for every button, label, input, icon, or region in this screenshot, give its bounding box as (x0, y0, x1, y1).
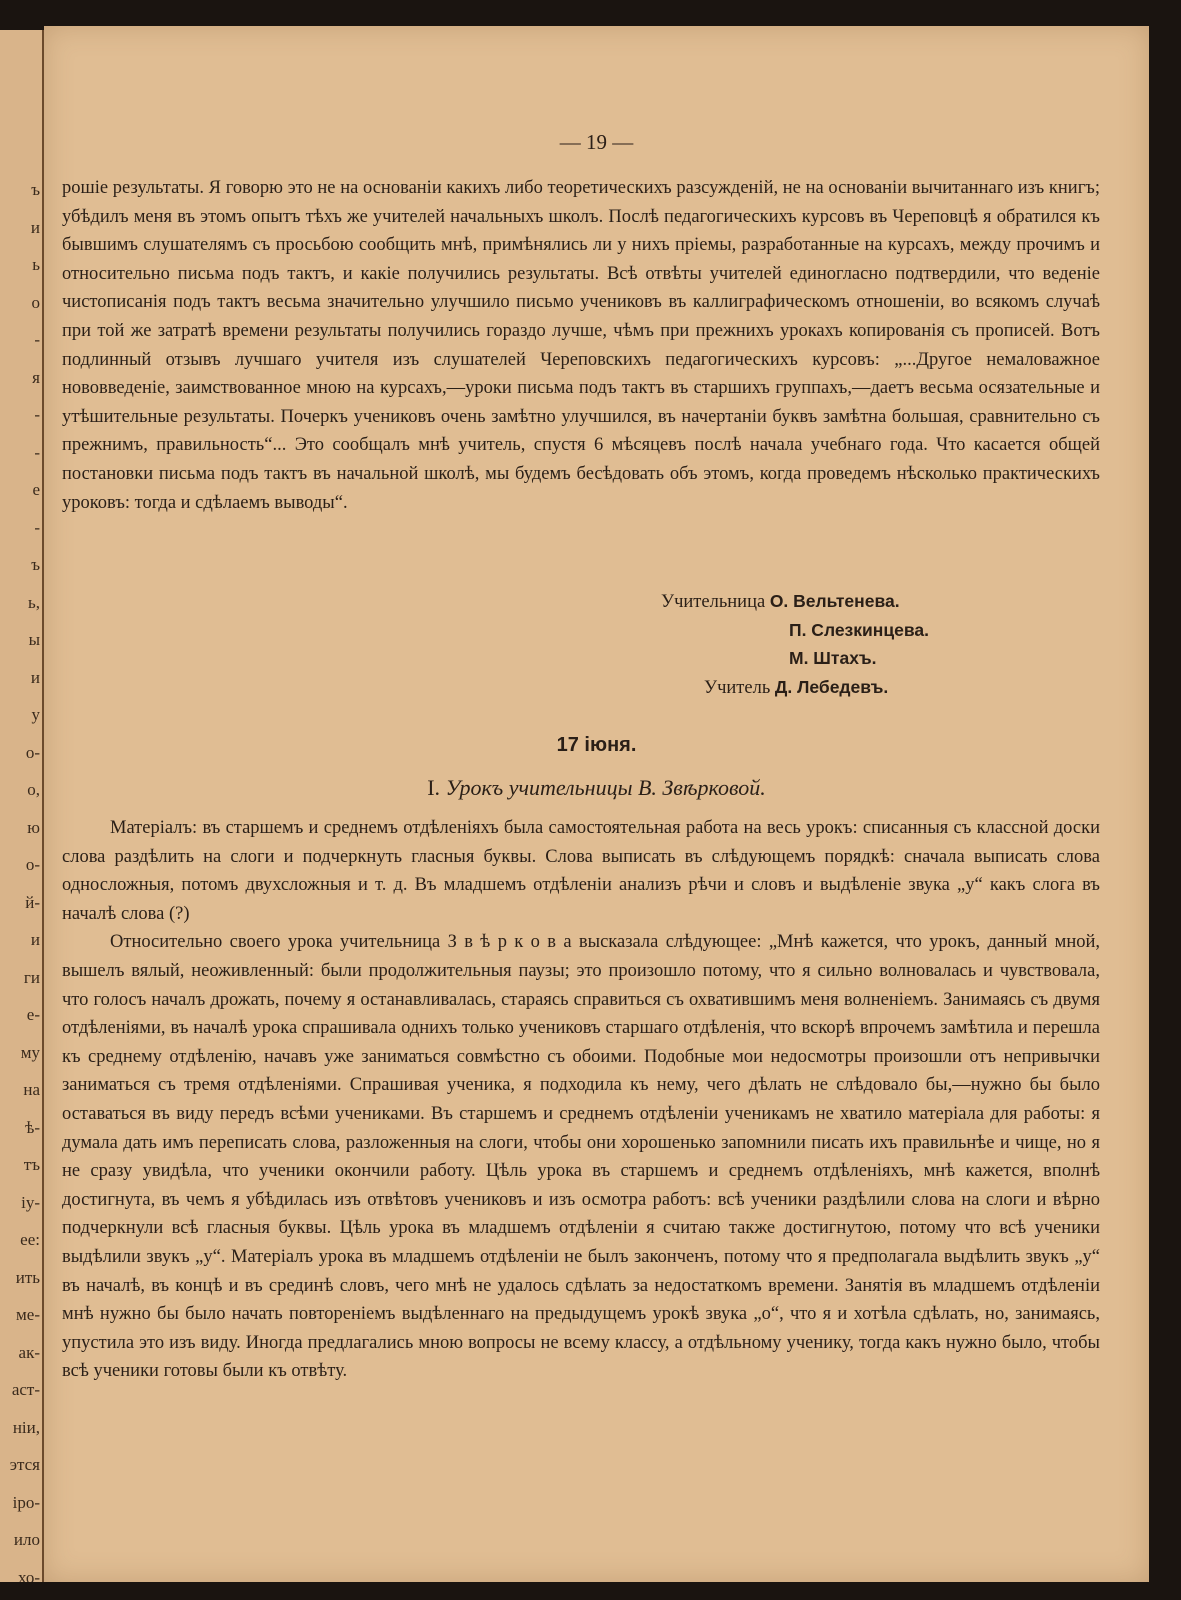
date-heading: 17 іюня. (556, 734, 637, 756)
left-page-fragment: этся (9, 1455, 40, 1474)
signature-line-2 (789, 620, 929, 642)
left-page-fragment: е (32, 480, 40, 499)
signature-role-male: Учитель (704, 678, 771, 698)
left-page-fragment: я (32, 367, 40, 387)
signature-name-1: О. Вельтенева. (769, 591, 900, 611)
left-page-fragment: у (31, 705, 40, 724)
left-page-fragment: ю (27, 817, 40, 837)
intro-paragraph (62, 174, 1100, 517)
signature-role-female: Учительница (661, 592, 766, 612)
left-page-fragment: му (20, 1042, 40, 1062)
signature-line-1 (661, 591, 900, 613)
left-page-fragment: и (30, 930, 40, 949)
left-page-fragment: и (30, 217, 40, 237)
left-page-fragment: е- (26, 1005, 40, 1024)
left-page-fragment: тъ (23, 1155, 40, 1174)
page-number: — 19 — (559, 130, 634, 154)
left-page-fragment: ак- (18, 1342, 40, 1362)
lesson-body (62, 814, 1100, 1386)
left-page-fragment: ь (32, 255, 40, 274)
left-page-fragment: ѣ- (25, 1117, 40, 1137)
left-page-fragment: о (31, 292, 40, 312)
left-page-fragment: іро- (12, 1492, 40, 1512)
paragraph-1: Матеріалъ: въ старшемъ и среднемъ отдѣленіяхъ была самостоятельная работа на весь урокъ: списанныя съ классной доски слова раздѣлить на слоги и подчеркнуть гласныя буквы. Слова выписать въ слѣдующемъ порядкѣ: сначала выписать слова односложныя, потомъ двухсложныя и т. д. Въ младшемъ отдѣленіи анализъ рѣчи и словъ и выдѣленіе звука „у“ какъ слога въ началѣ слова (?) (62, 818, 1100, 924)
left-page-fragment: ъ (31, 180, 40, 199)
signature-name-4: Д. Лебедевъ. (774, 677, 889, 697)
left-page-fragment: хо- (17, 1567, 40, 1582)
signature-name-2: П. Слезкинцева. (789, 620, 929, 640)
signature-name-3: М. Штахъ. (789, 648, 877, 668)
left-page-fragment: ить (15, 1267, 40, 1287)
left-page-fragment: іу- (21, 1192, 40, 1212)
left-page-fragment: ніи, (12, 1417, 40, 1437)
left-page-fragment: на (23, 1080, 40, 1099)
left-page-fragment: ило (13, 1530, 40, 1549)
left-page-fragment: ее: (20, 1230, 40, 1249)
signature-line-3 (789, 648, 877, 670)
book-page (44, 26, 1149, 1582)
left-page-fragment: о- (25, 742, 40, 762)
signature-line-4 (704, 677, 888, 699)
left-page-fragment: ъ (31, 555, 40, 574)
lesson-heading (44, 775, 1149, 801)
left-page-fragment: и (30, 667, 40, 687)
lesson-number: I. (427, 775, 441, 800)
left-page-fragment: ме- (16, 1305, 40, 1324)
left-page-fragment: ги (23, 967, 40, 987)
left-page-fragment: аст- (11, 1380, 40, 1399)
left-page-fragment: - (34, 405, 40, 424)
left-page-fragment: ы (28, 630, 40, 649)
left-page-fragment: - (34, 517, 40, 537)
left-page-fragment: ь, (27, 592, 40, 612)
left-page-fragment: - (34, 330, 40, 349)
left-page-fragment: й- (25, 892, 40, 912)
paragraph-2: Относительно своего урока учительница З в ѣ р к о в а высказала слѣдующее: „Мнѣ кажется, что урокъ, данный мной, вышелъ вялый, неоживленный: были продолжительныя паузы; это произошло потому, что я сильно волновалась и чувствовала, что голосъ началъ дрожать, почему я останавливалась, стараясь справиться съ охватившимъ меня волненіемъ. Занимаясь съ двумя отдѣленіями, въ началѣ урока спрашивала однихъ только учениковъ старшаго отдѣленія, что вскорѣ впрочемъ замѣтила и перешла къ среднему отдѣленію, начавъ уже заниматься совмѣстно съ обоими. Подобные мои недосмотры произошли отъ непривычки заниматься съ тремя отдѣленіями. Спрашивая ученика, я подходила къ нему, чего дѣлать не слѣдовало бы,—нужно бы было оставаться въ виду передъ всѣми учениками. Въ старшемъ и среднемъ отдѣленіи ученикамъ не хватило матеріала для работы: я думала дать имъ переписать слова, разложенныя на слоги, чтобы они хорошенько запомнили писать ихъ правильнѣе и чище, но я не сразу увидѣла, что ученики окончили работу. Цѣль урока въ старшемъ и среднемъ отдѣленіяхъ, мнѣ кажется, вполнѣ достигнута, въ чемъ я убѣдилась изъ отвѣтовъ учениковъ и изъ осмотра работъ: всѣ ученики раздѣлили слова на слоги и вѣрно подчеркнули всѣ гласныя буквы. Цѣль урока въ младшемъ отдѣленіи я считаю также достигнутою, потому что всѣ ученики выдѣлили звукъ „у“. Матеріалъ урока въ младшемъ отдѣленіи не былъ законченъ, потому что я предполагала выдѣлить звукъ „у“ въ началѣ, въ концѣ и въ срединѣ словъ, чего мнѣ не удалось сдѣлать за недостаткомъ времени. Занятія въ младшемъ отдѣленіи мнѣ нужно бы было начать повтореніемъ выдѣленнаго на предыдущемъ урокѣ звука „о“, что я и хотѣла сдѣлать, но, занимаясь, упустила это изъ виду. Иногда предлагались мною вопросы не всему классу, а отдѣльному ученику, тогда какъ нужно было, чтобы всѣ ученики готовы были къ отвѣту. (62, 932, 1100, 1382)
lesson-title: Урокъ учительницы В. Звѣрковой. (445, 775, 766, 800)
left-page-margin (0, 30, 44, 1582)
intro-text: рошіе результаты. Я говорю это не на основаніи какихъ либо теоретическихъ разсужденій, не на основаніи вычитаннаго изъ книгъ; убѣдилъ меня въ этомъ опытъ тѣхъ же учителей начальныхъ школъ. Послѣ педагогическихъ курсовъ въ Череповцѣ я обратился къ бывшимъ слушателямъ съ просьбою сообщить мнѣ, примѣнялись ли у нихъ пріемы, разработанные на курсахъ, между прочимъ и относительно письма подъ тактъ, и какіе получились результаты. Всѣ отвѣты учителей единогласно подтвердили, что веденіе чистописанія подъ тактъ весьма значительно улучшило письмо учениковъ въ каллиграфическомъ отношеніи, во всякомъ случаѣ при той же затратѣ времени результаты получились гораздо лучше, чѣмъ при прежнихъ урокахъ копированія съ прописей. Вотъ подлинный отзывъ лучшаго учителя изъ слушателей Череповскихъ педагогическихъ курсовъ: „...Другое немаловажное нововведеніе, заимствованное мною на курсахъ,—уроки письма подъ тактъ въ старшихъ группахъ,—даетъ весьма осязательные и утѣшительные результаты. Почеркъ учениковъ очень замѣтно улучшился, въ начертаніи буквъ замѣтна большая, сравнительно съ прежнимъ, правильность“... Это сообщалъ мнѣ учитель, спустя 6 мѣсяцевъ послѣ начала учебнаго года. Что касается общей постановки письма подъ тактъ въ начальной школѣ, мы будемъ бесѣдовать объ этомъ, когда проведемъ нѣсколько практическихъ уроковъ: тогда и сдѣлаемъ выводы“. (62, 178, 1100, 513)
left-page-fragment: о, (27, 780, 40, 799)
left-page-fragment: о- (25, 855, 40, 874)
left-page-fragment: - (34, 442, 40, 462)
